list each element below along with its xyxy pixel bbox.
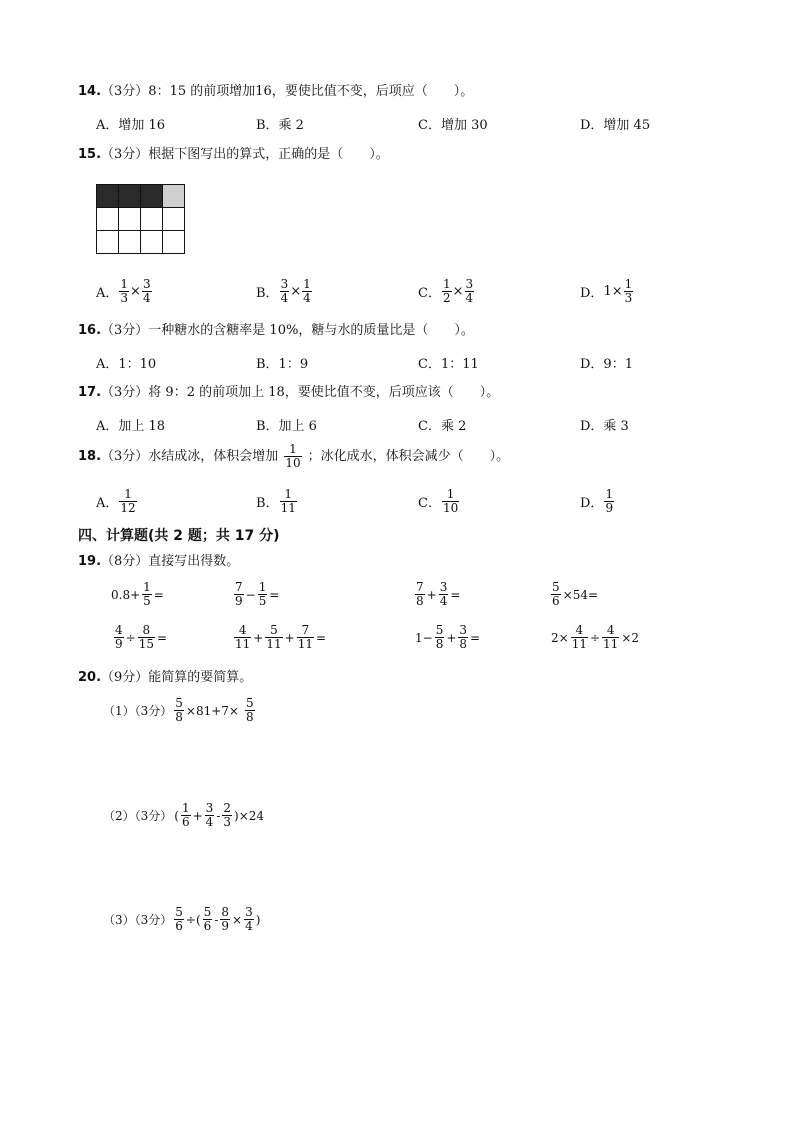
- operator: −: [245, 587, 256, 602]
- question-number: 18.: [78, 448, 102, 464]
- q17-option-a[interactable]: A．加上 18: [96, 419, 166, 434]
- denominator: 10: [285, 456, 301, 470]
- numerator: 4: [606, 623, 615, 637]
- numerator: 5: [203, 905, 212, 919]
- denominator: 6: [181, 815, 190, 829]
- denominator: 5: [258, 594, 267, 608]
- part-label: （1）（3分）: [103, 704, 173, 718]
- denominator: 4: [439, 594, 448, 608]
- question-17: [78, 384, 499, 402]
- numerator: 3: [465, 277, 474, 291]
- q19-expression: [110, 581, 165, 608]
- denominator: 6: [175, 919, 183, 933]
- q19-expression: [550, 624, 640, 651]
- numerator: 1: [289, 442, 297, 456]
- grid-cell: [119, 208, 141, 231]
- fraction: [265, 624, 282, 651]
- q18-option-d[interactable]: [580, 488, 615, 515]
- operator: +: [284, 630, 295, 645]
- question-20: [78, 669, 252, 687]
- q19-expression: [233, 581, 280, 608]
- q18-option-b[interactable]: [256, 488, 298, 515]
- q20-part-3: [102, 906, 261, 933]
- question-16: [78, 322, 474, 340]
- question-text: （3分）一种糖水的含糖率是 10%，糖与水的质量比是（ ）。: [101, 323, 474, 338]
- numerator: 3: [459, 623, 468, 637]
- option-label: D．: [580, 286, 604, 301]
- question-text: （3分）根据下图写出的算式，正确的是（ ）。: [101, 147, 389, 162]
- fraction: [234, 581, 244, 608]
- numerator: 3: [142, 277, 151, 291]
- fraction: [604, 488, 614, 515]
- q15-option-a[interactable]: [96, 278, 153, 305]
- numerator: 4: [115, 623, 123, 637]
- q14-option-a[interactable]: A．增加 16: [96, 118, 166, 133]
- numerator: 1: [442, 277, 451, 291]
- denominator: 4: [205, 815, 214, 829]
- numerator: 5: [270, 623, 278, 637]
- numerator: 1: [284, 487, 293, 501]
- question-text: （8分）直接写出得数。: [101, 554, 240, 569]
- denominator: 9: [605, 501, 614, 515]
- question-text: ；冰化成水，体积会减少（ ）。: [307, 448, 510, 464]
- numerator: 8: [142, 623, 151, 637]
- q15-option-b[interactable]: [256, 278, 313, 305]
- numerator: 5: [435, 623, 444, 637]
- fraction: [258, 581, 268, 608]
- fraction: [244, 906, 254, 933]
- question-number: 14.: [78, 84, 102, 99]
- fraction: [302, 278, 312, 305]
- option-label: C．: [418, 286, 441, 301]
- term: 2×: [551, 630, 569, 645]
- fraction: [142, 581, 152, 608]
- question-15: [78, 146, 389, 164]
- term: ×81+7×: [185, 703, 239, 718]
- numerator: 3: [205, 801, 214, 815]
- question-text: （3分）水结成冰，体积会增加: [101, 448, 279, 464]
- question-19: [78, 553, 239, 571]
- question-number: 19.: [78, 554, 102, 569]
- grid-cell: [141, 208, 163, 231]
- grid-cell: [97, 231, 119, 254]
- numerator: 1: [258, 580, 267, 594]
- denominator: 15: [138, 637, 154, 651]
- part-label: （3）（3分）: [103, 913, 173, 927]
- numerator: 1: [143, 580, 151, 594]
- denominator: 4: [303, 291, 311, 305]
- option-label: D．: [580, 496, 604, 511]
- operator: -: [214, 912, 219, 927]
- q14-option-d[interactable]: D．增加 45: [580, 118, 651, 133]
- option-label: B．: [256, 286, 279, 301]
- q16-option-c[interactable]: C．1：11: [418, 357, 479, 372]
- question-text: （3分）将 9：2 的前项加上 18，要使比值不变，后项应该（ ）。: [101, 385, 500, 400]
- denominator: 11: [571, 637, 587, 651]
- numerator: 4: [575, 623, 584, 637]
- q19-expression: [414, 624, 481, 651]
- fraction: [280, 278, 290, 305]
- q20-part-2: [102, 802, 265, 829]
- fraction: [245, 697, 255, 724]
- denominator: 9: [115, 637, 123, 651]
- denominator: 3: [120, 291, 129, 305]
- denominator: 9: [235, 594, 243, 608]
- numerator: 4: [238, 623, 247, 637]
- denominator: 6: [203, 919, 212, 933]
- denominator: 11: [266, 637, 282, 651]
- expression-prefix: 1×: [603, 284, 623, 299]
- numerator: 3: [439, 580, 448, 594]
- q19-expression: [414, 581, 461, 608]
- numerator: 1: [181, 801, 190, 815]
- operator: ÷: [589, 630, 601, 645]
- numerator: 5: [246, 696, 254, 710]
- q16-option-b[interactable]: B．1：9: [256, 357, 309, 372]
- fraction: [439, 581, 449, 608]
- fraction: [174, 906, 184, 933]
- numerator: 8: [221, 905, 230, 919]
- fraction: [205, 802, 215, 829]
- numerator: 5: [175, 696, 183, 710]
- question-14: [78, 83, 473, 101]
- denominator: 9: [221, 919, 230, 933]
- fraction: [119, 488, 136, 515]
- denominator: 11: [297, 637, 313, 651]
- operator: ×: [290, 284, 302, 299]
- term: =: [269, 587, 280, 602]
- q14-option-c[interactable]: C．增加 30: [418, 118, 488, 133]
- option-label: C．: [418, 496, 441, 511]
- fraction: [142, 278, 152, 305]
- term: ): [255, 912, 261, 927]
- fraction: [297, 624, 314, 651]
- grid-cell: [163, 185, 185, 208]
- denominator: 8: [246, 710, 254, 724]
- option-label: B．: [256, 496, 279, 511]
- denominator: 3: [624, 291, 633, 305]
- fraction: [624, 278, 634, 305]
- part-label: （2）（3分）: [103, 809, 173, 823]
- denominator: 8: [459, 637, 468, 651]
- denominator: 8: [435, 637, 444, 651]
- grid-cell: [141, 231, 163, 254]
- term: ×2: [621, 630, 640, 645]
- q18-option-a[interactable]: [96, 488, 138, 515]
- numerator: 5: [552, 580, 560, 594]
- denominator: 8: [175, 710, 183, 724]
- fraction: [138, 624, 155, 651]
- fraction: [284, 443, 301, 470]
- q20-part-1: [102, 697, 256, 724]
- fraction: [203, 906, 213, 933]
- numerator: 1: [303, 277, 311, 291]
- fraction: [220, 906, 230, 933]
- fraction: [465, 278, 475, 305]
- fraction: [602, 624, 619, 651]
- denominator: 8: [416, 594, 424, 608]
- option-label: A．: [96, 286, 119, 301]
- fraction: [551, 581, 561, 608]
- operator: ×: [232, 912, 243, 927]
- fraction: [280, 488, 297, 515]
- numerator: 1: [605, 487, 614, 501]
- q19-expression: [113, 624, 168, 651]
- q18-option-c[interactable]: [418, 488, 460, 515]
- fraction: [181, 802, 191, 829]
- term: =: [470, 630, 481, 645]
- fraction: [222, 802, 232, 829]
- fraction: [442, 278, 452, 305]
- q19-expression: [233, 624, 327, 651]
- numerator: 1: [120, 277, 129, 291]
- denominator: 3: [223, 815, 232, 829]
- operator: +: [192, 808, 203, 823]
- term: =: [315, 630, 327, 645]
- fraction: [435, 624, 445, 651]
- term: =: [156, 630, 168, 645]
- question-number: 15.: [78, 147, 102, 162]
- grid-cell: [163, 208, 185, 231]
- denominator: 4: [465, 291, 474, 305]
- grid-cell: [119, 231, 141, 254]
- q17-option-b[interactable]: B．加上 6: [256, 419, 317, 434]
- denominator: 12: [120, 501, 136, 515]
- term: =: [153, 587, 164, 602]
- q19-expression: [550, 581, 599, 608]
- operator: ×: [130, 284, 141, 299]
- numerator: 1: [124, 487, 132, 501]
- fraction: [234, 624, 251, 651]
- numerator: 5: [175, 905, 183, 919]
- term: )×24: [234, 808, 265, 823]
- operator: ×: [452, 284, 464, 299]
- grid-cell: [119, 185, 141, 208]
- denominator: 6: [552, 594, 560, 608]
- fraction: [119, 278, 129, 305]
- term: (: [174, 808, 179, 823]
- numerator: 7: [301, 623, 310, 637]
- denominator: 5: [143, 594, 151, 608]
- numerator: 3: [280, 277, 289, 291]
- numerator: 1: [446, 487, 455, 501]
- term: ×54=: [562, 587, 599, 602]
- denominator: 4: [245, 919, 253, 933]
- operator: ÷: [125, 630, 136, 645]
- term: =: [450, 587, 461, 602]
- q16-option-d[interactable]: D．9：1: [580, 357, 633, 372]
- grid-cell: [97, 208, 119, 231]
- q14-option-b[interactable]: B．乘 2: [256, 118, 304, 133]
- fraction: [442, 488, 459, 515]
- numerator: 2: [223, 801, 232, 815]
- denominator: 2: [442, 291, 451, 305]
- operator: -: [216, 808, 221, 823]
- fraction: [114, 624, 124, 651]
- grid-cell: [141, 185, 163, 208]
- q15-option-c[interactable]: [418, 278, 475, 305]
- q15-option-d[interactable]: [580, 278, 634, 305]
- fraction: [458, 624, 468, 651]
- q17-option-c[interactable]: C．乘 2: [418, 419, 467, 434]
- question-18: [78, 443, 509, 470]
- q17-option-d[interactable]: D．乘 3: [580, 419, 629, 434]
- grid-cell: [97, 185, 119, 208]
- numerator: 7: [235, 580, 243, 594]
- fraction: [571, 624, 588, 651]
- operator: ÷(: [185, 912, 201, 927]
- option-label: A．: [96, 496, 119, 511]
- numerator: 3: [245, 905, 253, 919]
- fraction: [174, 697, 184, 724]
- denominator: 11: [280, 501, 296, 515]
- question-text: （3分）8：15 的前项增加16，要使比值不变，后项应（ ）。: [101, 84, 474, 99]
- numerator: 1: [624, 277, 633, 291]
- operator: +: [446, 630, 457, 645]
- grid-cell: [163, 231, 185, 254]
- section-heading: 四、计算题(共 2 题；共 17 分): [78, 528, 280, 544]
- denominator: 11: [603, 637, 619, 651]
- denominator: 10: [442, 501, 459, 515]
- term: 1−: [415, 630, 433, 645]
- question-text: （9分）能简算的要简算。: [101, 670, 253, 685]
- denominator: 4: [280, 291, 289, 305]
- denominator: 4: [142, 291, 151, 305]
- fraction-grid-figure: [96, 184, 185, 254]
- numerator: 7: [416, 580, 424, 594]
- fraction: [415, 581, 425, 608]
- operator: +: [426, 587, 437, 602]
- question-number: 16.: [78, 323, 102, 338]
- denominator: 11: [235, 637, 251, 651]
- question-number: 17.: [78, 385, 102, 400]
- q16-option-a[interactable]: A．1：10: [96, 357, 157, 372]
- operator: +: [253, 630, 264, 645]
- term: 0.8+: [111, 587, 141, 602]
- question-number: 20.: [78, 670, 102, 685]
